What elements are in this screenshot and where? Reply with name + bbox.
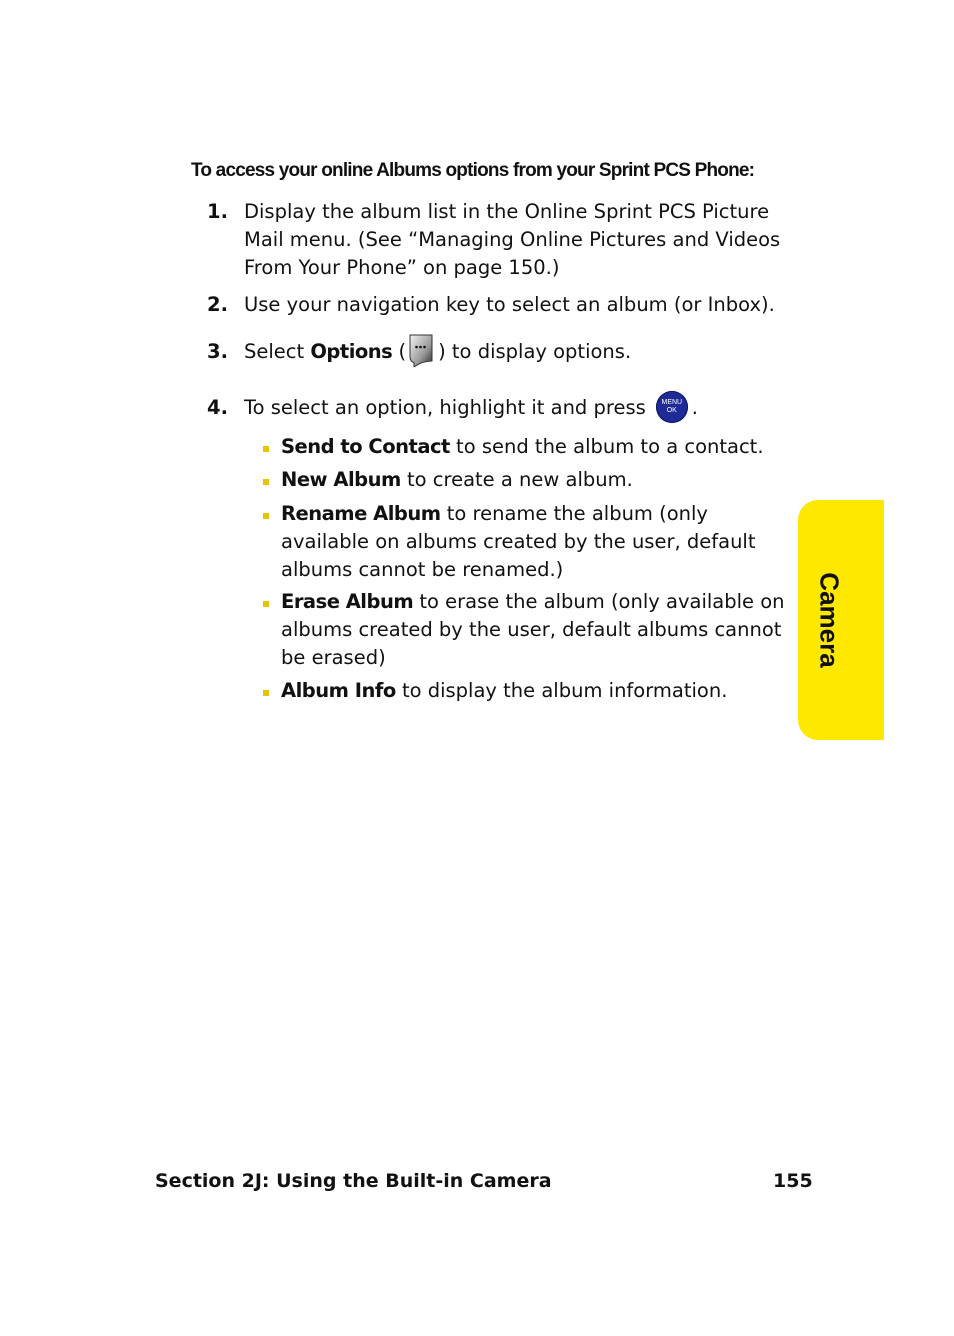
step-text-open: (: [392, 340, 407, 363]
bullet-desc: to display the album information.: [395, 679, 728, 702]
bullet-desc: to erase the album (only available on albums created by the user, default albums cannot be erased): [281, 590, 785, 669]
bullet-text: [281, 677, 786, 705]
bullet-square-icon: [263, 690, 269, 696]
step-text-pre: To select an option, highlight it and press: [244, 396, 646, 419]
bullet-desc: to send the album to a contact.: [449, 435, 764, 458]
footer-section-title: Section 2J: Using the Built-in Camera: [155, 1170, 552, 1192]
bullet-square-icon: [263, 479, 269, 485]
instructions-heading: To access your online Albums options from your Sprint PCS Phone:: [191, 160, 755, 181]
step-text-post: .: [691, 396, 698, 419]
bullet-term: Album Info: [281, 679, 396, 702]
step-text-pre: Select: [244, 340, 311, 363]
options-softkey-icon: [408, 333, 436, 367]
bullet-square-icon: [263, 446, 269, 452]
bullet-text: [281, 500, 786, 584]
bullet-text: [281, 433, 786, 461]
bullet-term: Rename Album: [281, 502, 441, 525]
bullet-text: [281, 588, 786, 672]
bullet-desc: to create a new album.: [400, 468, 633, 491]
menu-ok-key-icon: [656, 391, 688, 423]
step-number: 4.: [207, 396, 228, 419]
step-text-post: ) to display options.: [438, 340, 632, 363]
bullet-term: Erase Album: [281, 590, 414, 613]
bullet-desc: to rename the album (only available on albums created by the user, default albums cannot be renamed.): [281, 502, 756, 581]
menu-key-line2: OK: [666, 406, 677, 414]
section-side-tab-label: Camera: [814, 572, 845, 668]
step-text: Use your navigation key to select an album (or Inbox).: [244, 293, 775, 316]
bullet-term: Send to Contact: [281, 435, 450, 458]
options-term: Options: [310, 340, 393, 363]
step-text: [244, 394, 789, 423]
step-number: 3.: [207, 340, 228, 363]
footer-page-number: 155: [773, 1170, 813, 1192]
bullet-square-icon: [263, 513, 269, 519]
menu-key-line1: MENU: [661, 398, 683, 406]
bullet-square-icon: [263, 601, 269, 607]
step-number: 1.: [207, 200, 228, 223]
step-text: Display the album list in the Online Sprint PCS Picture Mail menu. (See “Managing Online Pictures and Videos From Your Phone” on page 150.): [244, 200, 781, 279]
step-number: 2.: [207, 293, 228, 316]
step-text: [244, 338, 789, 367]
bullet-text: [281, 466, 786, 494]
bullet-term: New Album: [281, 468, 401, 491]
